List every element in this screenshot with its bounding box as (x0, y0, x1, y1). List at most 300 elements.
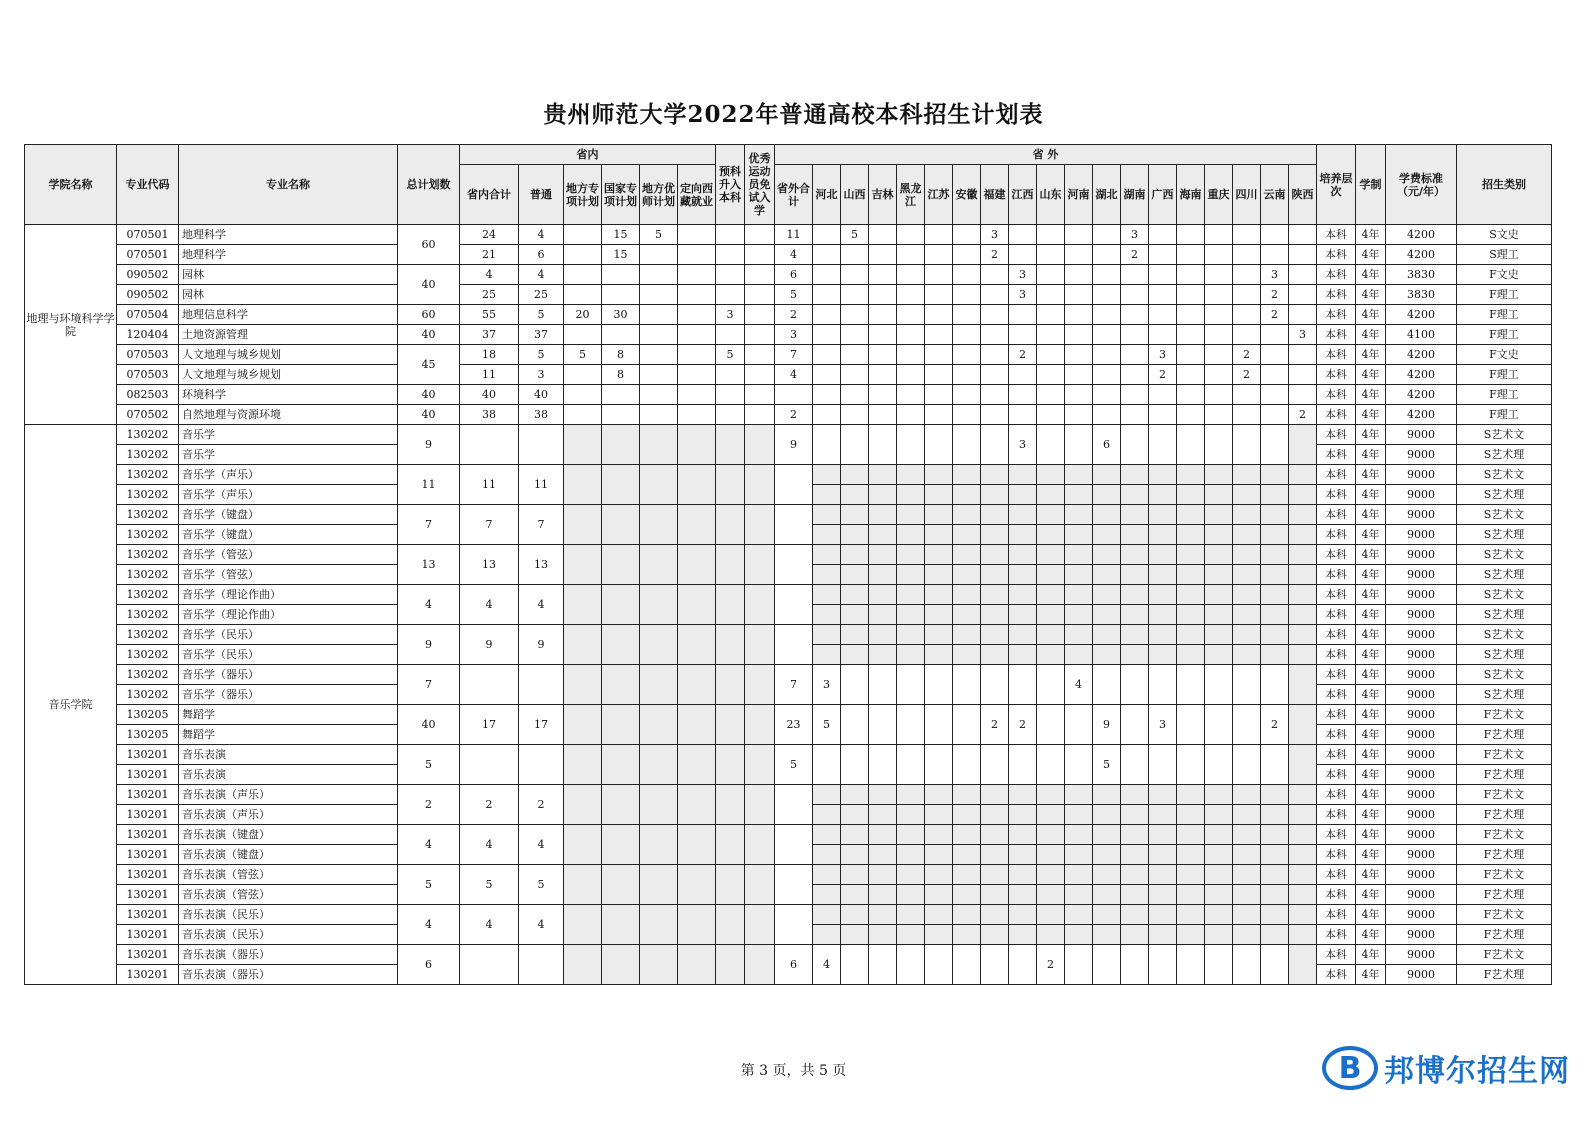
out-province-value (1149, 805, 1177, 825)
out-province-value (1037, 925, 1065, 945)
out-province-value (1009, 625, 1037, 645)
prep-value (716, 705, 745, 745)
in-province-value (602, 405, 640, 425)
out-province-value (1009, 585, 1037, 605)
college-name: 地理与环境科学学院 (25, 225, 117, 425)
out-province-value (1121, 525, 1149, 545)
out-province-value (1205, 845, 1233, 865)
in-province-total: 4 (460, 905, 519, 945)
out-province-value (1065, 565, 1093, 585)
out-province-value (925, 805, 953, 825)
in-province-total (460, 945, 519, 985)
in-province-normal: 4 (519, 825, 564, 865)
out-province-value (1289, 625, 1317, 645)
in-province-value (640, 305, 678, 325)
major-code: 070501 (117, 245, 179, 265)
out-province-value (1009, 825, 1037, 845)
out-province-value (1205, 705, 1233, 745)
category: S艺术文 (1457, 625, 1552, 645)
fee: 9000 (1386, 925, 1457, 945)
in-province-value: 4 (460, 265, 519, 285)
out-province-value (1149, 885, 1177, 905)
out-province-value (1233, 865, 1261, 885)
major-code: 082503 (117, 385, 179, 405)
out-province-value (841, 705, 869, 745)
out-province-value (1289, 805, 1317, 825)
out-province-value (1093, 465, 1121, 485)
level: 本科 (1317, 425, 1356, 445)
in-province-value (602, 745, 640, 785)
out-province-value (925, 945, 953, 985)
major-name: 音乐表演（管弦） (179, 865, 398, 885)
out-province-value (1009, 605, 1037, 625)
out-province-value (1065, 585, 1093, 605)
out-province-value (1205, 645, 1233, 665)
out-province-value (1261, 325, 1289, 345)
out-province-value (1289, 925, 1317, 945)
out-province-value (813, 745, 841, 785)
in-province-value (602, 625, 640, 665)
out-province-value (1065, 525, 1093, 545)
table-row (25, 785, 1552, 805)
out-province-value (1037, 265, 1065, 285)
out-province-value (1093, 885, 1121, 905)
header-out-province: 省 外 (775, 145, 1317, 165)
years: 4年 (1356, 465, 1386, 485)
out-province-value (1121, 705, 1149, 745)
out-province-value (953, 705, 981, 745)
category: F艺术理 (1457, 845, 1552, 865)
out-province-value (981, 905, 1009, 925)
out-province-value (1233, 605, 1261, 625)
out-province-value (1205, 585, 1233, 605)
out-province-value (813, 405, 841, 425)
out-province-value (841, 645, 869, 665)
in-province-value: 5 (519, 345, 564, 365)
out-province-value (841, 345, 869, 365)
category: F文史 (1457, 345, 1552, 365)
in-province-value: 38 (519, 405, 564, 425)
header-athlete: 优秀运动员免试入学 (745, 145, 775, 225)
out-province-value (1121, 745, 1149, 785)
level: 本科 (1317, 445, 1356, 465)
out-province-value (841, 865, 869, 885)
out-province-value (1009, 405, 1037, 425)
years: 4年 (1356, 685, 1386, 705)
header-out-col: 广西 (1149, 165, 1177, 225)
athlete-value (745, 625, 775, 665)
out-province-value (1093, 605, 1121, 625)
out-province-value (869, 665, 897, 705)
header-out-col: 黑龙江 (897, 165, 925, 225)
out-province-value (1289, 225, 1317, 245)
out-province-value (813, 345, 841, 365)
years: 4年 (1356, 965, 1386, 985)
in-province-total (460, 425, 519, 465)
major-name: 音乐学（管弦） (179, 545, 398, 565)
out-province-value (1177, 925, 1205, 945)
out-province-value (897, 405, 925, 425)
out-province-value (1065, 265, 1093, 285)
years: 4年 (1356, 545, 1386, 565)
out-province-value (869, 265, 897, 285)
table-header (25, 145, 1552, 225)
out-province-value (1261, 805, 1289, 825)
major-name: 地理科学 (179, 245, 398, 265)
header-in-col: 地方专项计划 (564, 165, 602, 225)
out-province-value (869, 325, 897, 345)
major-code: 130201 (117, 865, 179, 885)
fee: 9000 (1386, 845, 1457, 865)
out-province-value (1149, 945, 1177, 985)
out-province-value (813, 385, 841, 405)
in-province-value (602, 285, 640, 305)
level: 本科 (1317, 365, 1356, 385)
header-out-col: 江西 (1009, 165, 1037, 225)
out-province-value (953, 785, 981, 805)
out-province-value (869, 845, 897, 865)
athlete-value (745, 665, 775, 705)
out-province-value (925, 305, 953, 325)
out-province-total (775, 625, 813, 665)
major-code: 130201 (117, 845, 179, 865)
out-province-value (841, 305, 869, 325)
out-province-value (869, 885, 897, 905)
out-province-value (925, 745, 953, 785)
out-province-value (1121, 905, 1149, 925)
out-province-value (1177, 865, 1205, 885)
out-province-value (1065, 545, 1093, 565)
major-name: 园林 (179, 285, 398, 305)
out-province-total: 23 (775, 705, 813, 745)
out-province-value (1037, 325, 1065, 345)
in-province-value: 37 (519, 325, 564, 345)
in-province-normal (519, 665, 564, 705)
out-province-value (1093, 865, 1121, 885)
in-province-value (678, 745, 716, 785)
in-province-total (460, 665, 519, 705)
out-province-value (1233, 525, 1261, 545)
out-province-value (897, 605, 925, 625)
out-province-value (841, 825, 869, 845)
out-province-value (925, 265, 953, 285)
major-code: 130202 (117, 445, 179, 465)
out-province-value (1093, 385, 1121, 405)
out-province-value (1149, 485, 1177, 505)
out-province-value (869, 705, 897, 745)
out-province-total: 5 (775, 745, 813, 785)
out-province-value (1233, 385, 1261, 405)
out-province-value (981, 945, 1009, 985)
out-province-value (1205, 945, 1233, 985)
out-province-value: 2 (1261, 305, 1289, 325)
major-name: 地理信息科学 (179, 305, 398, 325)
prep-value (716, 245, 745, 265)
in-province-value (640, 825, 678, 865)
in-province-value: 20 (564, 305, 602, 325)
prep-value (716, 545, 745, 585)
out-province-value (1233, 845, 1261, 865)
out-province-value (869, 285, 897, 305)
out-province-value (1177, 565, 1205, 585)
out-province-value (981, 465, 1009, 485)
out-province-value (1233, 545, 1261, 565)
athlete-value (745, 505, 775, 545)
in-province-value (602, 665, 640, 705)
out-province-value: 3 (1009, 425, 1037, 465)
out-province-value (1065, 905, 1093, 925)
out-province-value (981, 925, 1009, 945)
fee: 9000 (1386, 685, 1457, 705)
fee: 4200 (1386, 385, 1457, 405)
out-province-value: 2 (1233, 345, 1261, 365)
major-name: 音乐表演（键盘） (179, 845, 398, 865)
years: 4年 (1356, 885, 1386, 905)
out-province-value (1261, 845, 1289, 865)
level: 本科 (1317, 545, 1356, 565)
out-province-value (1009, 785, 1037, 805)
prep-value (716, 905, 745, 945)
category: S艺术理 (1457, 445, 1552, 465)
out-province-value (813, 565, 841, 585)
out-province-value: 2 (775, 405, 813, 425)
major-name: 音乐学（键盘） (179, 525, 398, 545)
athlete-value (745, 785, 775, 825)
in-province-normal: 4 (519, 905, 564, 945)
out-province-value (1037, 625, 1065, 645)
out-province-value (981, 365, 1009, 385)
in-province-normal (519, 745, 564, 785)
table-row (25, 425, 1552, 445)
out-province-value (1205, 345, 1233, 365)
out-province-value (981, 485, 1009, 505)
out-province-value (925, 705, 953, 745)
prep-value: 3 (716, 305, 745, 325)
out-province-value (925, 885, 953, 905)
out-province-value (981, 845, 1009, 865)
out-province-value (1037, 405, 1065, 425)
prep-value (716, 505, 745, 545)
out-province-value (1093, 525, 1121, 545)
out-province-value: 4 (1065, 665, 1093, 705)
out-province-value (1121, 505, 1149, 525)
out-province-value (869, 905, 897, 925)
out-province-value (1149, 385, 1177, 405)
out-province-value (1261, 585, 1289, 605)
out-province-value (925, 645, 953, 665)
out-province-value (841, 905, 869, 925)
major-name: 音乐学（键盘） (179, 505, 398, 525)
out-province-value (897, 645, 925, 665)
total-plan: 4 (398, 585, 460, 625)
out-province-value (953, 485, 981, 505)
out-province-value (1205, 465, 1233, 485)
category: F理工 (1457, 285, 1552, 305)
major-code: 130202 (117, 685, 179, 705)
out-province-value (925, 565, 953, 585)
major-name: 音乐学（声乐） (179, 485, 398, 505)
out-province-total (775, 585, 813, 625)
years: 4年 (1356, 825, 1386, 845)
out-province-value: 3 (1261, 265, 1289, 285)
category: S艺术理 (1457, 605, 1552, 625)
out-province-value (953, 825, 981, 845)
in-province-value (678, 585, 716, 625)
out-province-value (1065, 745, 1093, 785)
in-province-total: 4 (460, 585, 519, 625)
in-province-value (640, 345, 678, 365)
out-province-value (1261, 945, 1289, 985)
out-province-value (897, 525, 925, 545)
out-province-value (953, 365, 981, 385)
out-province-value (981, 825, 1009, 845)
level: 本科 (1317, 485, 1356, 505)
major-code: 130202 (117, 565, 179, 585)
major-code: 130202 (117, 585, 179, 605)
out-province-value (953, 385, 981, 405)
out-province-total (775, 825, 813, 865)
out-province-value (1093, 825, 1121, 845)
out-province-value (1289, 705, 1317, 745)
out-province-value (1233, 465, 1261, 485)
major-code: 130205 (117, 705, 179, 725)
table-row (25, 505, 1552, 525)
out-province-value (1065, 785, 1093, 805)
fee: 9000 (1386, 645, 1457, 665)
out-province-value (813, 365, 841, 385)
out-province-value (1177, 305, 1205, 325)
in-province-value (678, 325, 716, 345)
in-province-value (564, 385, 602, 405)
out-province-value (1177, 365, 1205, 385)
category: S艺术理 (1457, 525, 1552, 545)
out-province-value (1205, 505, 1233, 525)
total-plan: 9 (398, 425, 460, 465)
out-province-value (841, 285, 869, 305)
major-code: 130201 (117, 825, 179, 845)
out-province-value (897, 485, 925, 505)
in-province-value (564, 465, 602, 505)
out-province-value (1289, 465, 1317, 485)
header-out-col: 福建 (981, 165, 1009, 225)
fee: 4200 (1386, 405, 1457, 425)
athlete-value (745, 245, 775, 265)
total-plan: 45 (398, 345, 460, 385)
total-plan: 40 (398, 405, 460, 425)
major-code: 070504 (117, 305, 179, 325)
page-footer: 第 3 页，共 5 页 (740, 1063, 847, 1079)
major-code: 130202 (117, 605, 179, 625)
years: 4年 (1356, 865, 1386, 885)
in-province-total: 17 (460, 705, 519, 745)
table-row (25, 225, 1552, 245)
prep-value (716, 405, 745, 425)
out-province-value (897, 925, 925, 945)
major-name: 舞蹈学 (179, 725, 398, 745)
site-logo[interactable] (1322, 1044, 1570, 1092)
years: 4年 (1356, 445, 1386, 465)
out-province-value: 3 (1121, 225, 1149, 245)
in-province-value (564, 865, 602, 905)
header-out-col: 海南 (1177, 165, 1205, 225)
out-province-value (1177, 505, 1205, 525)
years: 4年 (1356, 285, 1386, 305)
prep-value (716, 265, 745, 285)
out-province-value (1205, 785, 1233, 805)
in-province-value (564, 245, 602, 265)
in-province-value (640, 905, 678, 945)
out-province-value (897, 905, 925, 925)
out-province-value (1205, 305, 1233, 325)
fee: 9000 (1386, 445, 1457, 465)
out-province-value (813, 545, 841, 565)
prep-value (716, 325, 745, 345)
major-code: 130202 (117, 525, 179, 545)
total-plan: 6 (398, 945, 460, 985)
category: S理工 (1457, 245, 1552, 265)
athlete-value (745, 745, 775, 785)
out-province-value (841, 585, 869, 605)
out-province-value (1065, 805, 1093, 825)
header-category: 招生类别 (1457, 145, 1552, 225)
athlete-value (745, 385, 775, 405)
in-province-value (564, 225, 602, 245)
out-province-value: 7 (775, 345, 813, 365)
in-province-value (640, 465, 678, 505)
out-province-value (869, 565, 897, 585)
out-province-total (775, 465, 813, 505)
total-plan: 13 (398, 545, 460, 585)
out-province-value (1121, 845, 1149, 865)
fee: 9000 (1386, 625, 1457, 645)
out-province-value (1233, 645, 1261, 665)
out-province-value (1149, 585, 1177, 605)
out-province-value (897, 345, 925, 365)
out-province-value (1121, 325, 1149, 345)
major-code: 130202 (117, 505, 179, 525)
major-name: 自然地理与资源环境 (179, 405, 398, 425)
out-province-value (1121, 365, 1149, 385)
years: 4年 (1356, 745, 1386, 765)
in-province-value: 30 (602, 305, 640, 325)
in-province-value (602, 325, 640, 345)
out-province-value (1289, 425, 1317, 465)
in-province-value (640, 245, 678, 265)
out-province-value (1233, 745, 1261, 785)
out-province-value (1289, 825, 1317, 845)
fee: 9000 (1386, 885, 1457, 905)
fee: 9000 (1386, 945, 1457, 965)
out-province-value (1149, 565, 1177, 585)
major-name: 音乐表演（民乐） (179, 905, 398, 925)
out-province-value (1065, 225, 1093, 245)
out-province-value (1205, 905, 1233, 925)
out-province-value (1205, 745, 1233, 785)
out-province-value (1065, 505, 1093, 525)
years: 4年 (1356, 245, 1386, 265)
header-level: 培养层次 (1317, 145, 1356, 225)
out-province-value (1149, 405, 1177, 425)
out-province-value (1093, 945, 1121, 985)
out-province-value (1205, 385, 1233, 405)
in-province-value: 37 (460, 325, 519, 345)
out-province-value (1065, 425, 1093, 465)
major-code: 070503 (117, 365, 179, 385)
out-province-value (1121, 885, 1149, 905)
athlete-value (745, 345, 775, 365)
out-province-value (1093, 565, 1121, 585)
out-province-value (1261, 465, 1289, 485)
